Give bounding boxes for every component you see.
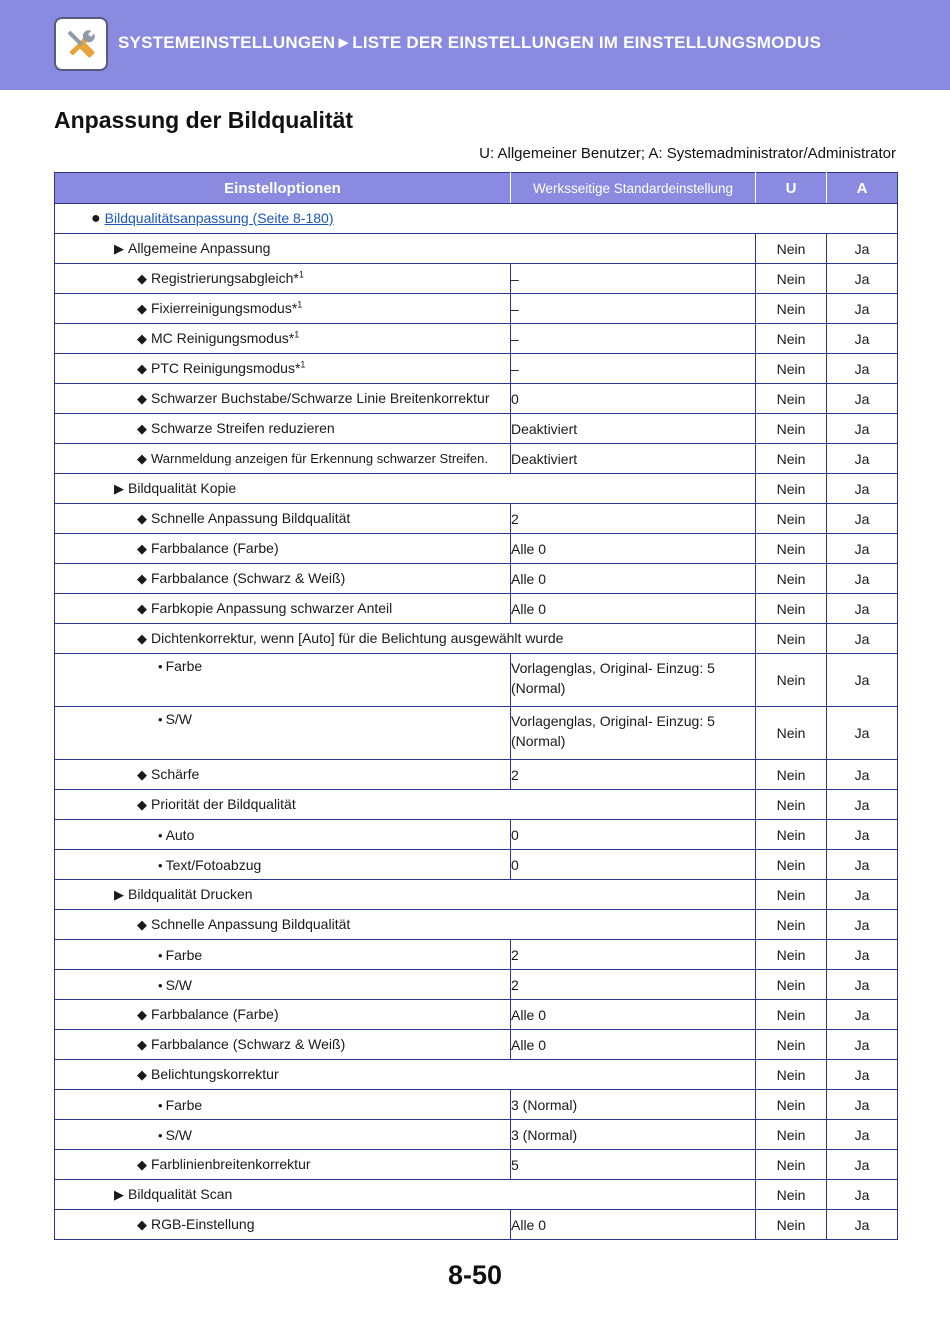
option-cell — [55, 910, 756, 940]
option-cell — [55, 1120, 511, 1150]
option-label-wrap — [55, 450, 510, 467]
table-row — [55, 534, 898, 564]
option-label-wrap — [55, 630, 755, 647]
default-value-cell: 2 — [511, 760, 756, 790]
option-label: Text/Fotoabzug — [165, 856, 262, 873]
user-access-cell: Nein — [756, 1090, 827, 1120]
option-label: S/W — [165, 976, 193, 993]
option-cell — [55, 1180, 756, 1210]
table-row — [55, 414, 898, 444]
option-label: Farbbalance (Farbe) — [151, 540, 279, 556]
default-value-cell: Alle 0 — [511, 1030, 756, 1060]
table-header-row — [55, 173, 898, 204]
option-label-wrap — [55, 600, 510, 617]
option-label-wrap — [55, 1127, 510, 1143]
settings-table-body — [55, 204, 898, 1240]
admin-access-cell: Ja — [827, 1030, 898, 1060]
admin-access-cell: Ja — [827, 1150, 898, 1180]
option-label: Warnmeldung anzeigen für Erkennung schwarzer Streifen. — [151, 451, 488, 466]
option-cell — [55, 1150, 511, 1180]
default-value-cell: 5 — [511, 1150, 756, 1180]
table-row — [55, 1090, 898, 1120]
table-row — [55, 384, 898, 414]
column-header-a: A — [827, 173, 898, 204]
option-cell — [55, 1210, 511, 1240]
user-access-cell: Nein — [756, 624, 827, 654]
option-cell — [55, 707, 511, 760]
option-label-wrap — [55, 360, 510, 377]
option-label-wrap — [55, 330, 510, 347]
option-cell — [55, 504, 511, 534]
default-value-cell: Alle 0 — [511, 564, 756, 594]
diamond-icon: ◆ — [137, 767, 147, 782]
option-cell — [55, 444, 511, 474]
dot-bullet-icon: • — [158, 712, 163, 727]
table-row — [55, 1060, 898, 1090]
option-label-wrap — [55, 1156, 510, 1173]
option-label-wrap — [55, 886, 755, 903]
settings-table — [54, 172, 898, 1240]
option-label-wrap — [55, 1186, 755, 1203]
column-header-u: U — [756, 173, 827, 204]
column-header-options: Einstelloptionen — [55, 173, 511, 204]
option-label: Schnelle Anpassung Bildqualität — [151, 510, 351, 526]
user-access-cell: Nein — [756, 444, 827, 474]
default-value-cell: 2 — [511, 970, 756, 1000]
user-access-cell: Nein — [756, 234, 827, 264]
admin-access-cell: Ja — [827, 594, 898, 624]
user-access-cell: Nein — [756, 264, 827, 294]
option-cell — [55, 234, 756, 264]
dot-bullet-icon: • — [158, 947, 163, 963]
option-label-wrap — [55, 570, 510, 587]
diamond-icon: ◆ — [137, 797, 147, 812]
diamond-icon: ◆ — [137, 361, 147, 376]
table-row — [55, 1210, 898, 1240]
dot-bullet-icon: • — [158, 857, 163, 873]
user-access-cell: Nein — [756, 880, 827, 910]
default-value-cell: – — [511, 294, 756, 324]
default-value-cell: Deaktiviert — [511, 444, 756, 474]
option-label: Registrierungsabgleich* — [151, 270, 299, 286]
diamond-icon: ◆ — [137, 1157, 147, 1172]
option-label-wrap — [55, 1097, 510, 1113]
option-label-wrap — [55, 420, 510, 437]
dot-bullet-icon: • — [158, 1097, 163, 1113]
diamond-icon: ◆ — [137, 421, 147, 436]
option-cell — [55, 1060, 756, 1090]
admin-access-cell: Ja — [827, 707, 898, 760]
option-cell — [55, 384, 511, 414]
table-row — [55, 564, 898, 594]
triangle-right-icon: ▶ — [114, 887, 124, 902]
option-label: RGB-Einstellung — [151, 1216, 255, 1232]
option-cell — [55, 564, 511, 594]
diamond-icon: ◆ — [137, 571, 147, 586]
option-label-wrap — [55, 210, 897, 228]
admin-access-cell: Ja — [827, 324, 898, 354]
option-cell — [55, 1090, 511, 1120]
role-legend: U: Allgemeiner Benutzer; A: Systemadministrator/Administrator — [479, 145, 896, 162]
page-title: Anpassung der Bildqualität — [54, 107, 354, 133]
option-label: Schwarze Streifen reduzieren — [151, 420, 335, 436]
option-cell — [55, 880, 756, 910]
option-label-wrap — [55, 1066, 755, 1083]
table-row — [55, 790, 898, 820]
option-label: Fixierreinigungsmodus* — [151, 300, 298, 316]
option-label: Priorität der Bildqualität — [151, 796, 296, 812]
option-label: Dichtenkorrektur, wenn [Auto] für die Belichtung ausgewählt wurde — [151, 630, 564, 646]
default-value-cell: Alle 0 — [511, 1210, 756, 1240]
admin-access-cell: Ja — [827, 1090, 898, 1120]
admin-access-cell: Ja — [827, 384, 898, 414]
default-value-cell: 0 — [511, 850, 756, 880]
option-cell — [55, 204, 898, 234]
option-label-wrap — [55, 857, 510, 873]
option-label: S/W — [165, 711, 193, 727]
option-label: Bildqualität Kopie — [128, 480, 237, 496]
option-cell — [55, 294, 511, 324]
option-cell — [55, 624, 756, 654]
option-label: Auto — [165, 826, 195, 843]
admin-access-cell: Ja — [827, 504, 898, 534]
user-access-cell: Nein — [756, 1150, 827, 1180]
admin-access-cell: Ja — [827, 564, 898, 594]
footnote-marker: 1 — [300, 359, 306, 370]
user-access-cell: Nein — [756, 474, 827, 504]
user-access-cell: Nein — [756, 1180, 827, 1210]
option-label: Farbbalance (Farbe) — [151, 1006, 279, 1022]
option-cell — [55, 324, 511, 354]
table-row — [55, 880, 898, 910]
table-row — [55, 234, 898, 264]
default-value-cell: 0 — [511, 820, 756, 850]
table-row — [55, 910, 898, 940]
option-cell — [55, 654, 511, 707]
option-cell — [55, 940, 511, 970]
option-label: Bildqualität Drucken — [128, 886, 253, 902]
admin-access-cell: Ja — [827, 820, 898, 850]
option-label: Allgemeine Anpassung — [128, 240, 271, 256]
diamond-icon: ◆ — [137, 511, 147, 526]
option-cell — [55, 790, 756, 820]
user-access-cell: Nein — [756, 790, 827, 820]
diamond-icon: ◆ — [137, 1037, 147, 1052]
option-cell — [55, 534, 511, 564]
default-value-cell: 2 — [511, 504, 756, 534]
admin-access-cell: Ja — [827, 1060, 898, 1090]
admin-access-cell: Ja — [827, 1210, 898, 1240]
option-label-wrap — [55, 977, 510, 993]
admin-access-cell: Ja — [827, 1120, 898, 1150]
option-cell — [55, 264, 511, 294]
option-label-wrap — [55, 916, 755, 933]
default-value-cell: Deaktiviert — [511, 414, 756, 444]
admin-access-cell: Ja — [827, 654, 898, 707]
option-label: Farbbalance (Schwarz & Weiß) — [151, 1036, 346, 1052]
table-row — [55, 504, 898, 534]
user-access-cell: Nein — [756, 910, 827, 940]
circle-bullet-icon: ● — [91, 209, 101, 227]
default-value-cell: Vorlagenglas, Original- Einzug: 5 (Normal) — [511, 654, 756, 707]
option-label-wrap — [55, 270, 510, 287]
table-row — [55, 707, 898, 760]
admin-access-cell: Ja — [827, 850, 898, 880]
table-row — [55, 820, 898, 850]
option-label-wrap — [55, 947, 510, 963]
option-label-wrap — [55, 827, 510, 843]
option-label: Belichtungskorrektur — [151, 1066, 279, 1082]
option-label-wrap — [55, 510, 510, 527]
admin-access-cell: Ja — [827, 294, 898, 324]
user-access-cell: Nein — [756, 1120, 827, 1150]
user-access-cell: Nein — [756, 1210, 827, 1240]
option-label: Farbkopie Anpassung schwarzer Anteil — [151, 600, 393, 616]
admin-access-cell: Ja — [827, 970, 898, 1000]
tools-icon — [54, 17, 108, 71]
user-access-cell: Nein — [756, 707, 827, 760]
triangle-right-icon: ▶ — [114, 481, 124, 496]
footnote-marker: 1 — [298, 269, 304, 280]
diamond-icon: ◆ — [137, 917, 147, 932]
footnote-marker: 1 — [294, 329, 300, 340]
option-label: Farbe — [165, 946, 203, 963]
option-label: Farbe — [165, 1096, 203, 1113]
option-label: MC Reinigungsmodus* — [151, 330, 295, 346]
default-value-cell: – — [511, 264, 756, 294]
page-number: 8-50 — [447, 1260, 503, 1290]
diamond-icon: ◆ — [137, 1217, 147, 1232]
option-cell — [55, 970, 511, 1000]
header-title: SYSTEMEINSTELLUNGEN►LISTE DER EINSTELLUNGEN IM EINSTELLUNGSMODUS — [118, 33, 822, 52]
option-cell — [55, 354, 511, 384]
user-access-cell: Nein — [756, 414, 827, 444]
table-row — [55, 354, 898, 384]
table-row — [55, 940, 898, 970]
table-row — [55, 1150, 898, 1180]
admin-access-cell: Ja — [827, 414, 898, 444]
footnote-marker: 1 — [297, 299, 303, 310]
admin-access-cell: Ja — [827, 474, 898, 504]
option-label-wrap — [55, 480, 755, 497]
page-header — [0, 0, 950, 90]
option-label: Farbbalance (Schwarz & Weiß) — [151, 570, 346, 586]
table-row — [55, 654, 898, 707]
admin-access-cell: Ja — [827, 444, 898, 474]
user-access-cell: Nein — [756, 1000, 827, 1030]
diamond-icon: ◆ — [137, 541, 147, 556]
admin-access-cell: Ja — [827, 264, 898, 294]
option-label-wrap — [55, 1006, 510, 1023]
option-label-wrap — [55, 390, 510, 407]
user-access-cell: Nein — [756, 564, 827, 594]
option-cell — [55, 1030, 511, 1060]
user-access-cell: Nein — [756, 654, 827, 707]
option-label: S/W — [165, 1126, 193, 1143]
dot-bullet-icon: • — [158, 659, 163, 674]
table-row — [55, 444, 898, 474]
table-row — [55, 850, 898, 880]
admin-access-cell: Ja — [827, 790, 898, 820]
default-value-cell: Alle 0 — [511, 1000, 756, 1030]
option-cell — [55, 474, 756, 504]
option-cell — [55, 1000, 511, 1030]
triangle-right-icon: ▶ — [114, 1187, 124, 1202]
option-label-wrap — [55, 1036, 510, 1053]
settings-link[interactable]: Bildqualitätsanpassung (Seite 8-180) — [104, 209, 334, 226]
table-row — [55, 324, 898, 354]
table-row — [55, 970, 898, 1000]
option-cell — [55, 594, 511, 624]
table-row — [55, 1120, 898, 1150]
admin-access-cell: Ja — [827, 940, 898, 970]
default-value-cell: Vorlagenglas, Original- Einzug: 5 (Normal) — [511, 707, 756, 760]
user-access-cell: Nein — [756, 354, 827, 384]
column-header-default: Werksseitige Standardeinstellung — [511, 173, 756, 204]
default-value-cell: 3 (Normal) — [511, 1120, 756, 1150]
table-row — [55, 1180, 898, 1210]
option-label: Farblinienbreitenkorrektur — [151, 1156, 311, 1172]
option-cell — [55, 760, 511, 790]
user-access-cell: Nein — [756, 594, 827, 624]
admin-access-cell: Ja — [827, 880, 898, 910]
table-row — [55, 294, 898, 324]
diamond-icon: ◆ — [137, 1067, 147, 1082]
admin-access-cell: Ja — [827, 910, 898, 940]
diamond-icon: ◆ — [137, 331, 147, 346]
default-value-cell: 3 (Normal) — [511, 1090, 756, 1120]
option-cell — [55, 414, 511, 444]
option-label-wrap — [55, 658, 510, 674]
default-value-cell: Alle 0 — [511, 534, 756, 564]
user-access-cell: Nein — [756, 760, 827, 790]
admin-access-cell: Ja — [827, 354, 898, 384]
diamond-icon: ◆ — [137, 391, 147, 406]
default-value-cell: – — [511, 354, 756, 384]
diamond-icon: ◆ — [137, 451, 147, 466]
option-label: Bildqualität Scan — [128, 1186, 233, 1202]
table-row — [55, 474, 898, 504]
table-row — [55, 1000, 898, 1030]
option-label-wrap — [55, 240, 755, 257]
option-label: Schnelle Anpassung Bildqualität — [151, 916, 351, 932]
user-access-cell: Nein — [756, 384, 827, 414]
option-label-wrap — [55, 540, 510, 557]
option-label-wrap — [55, 711, 510, 727]
diamond-icon: ◆ — [137, 631, 147, 646]
diamond-icon: ◆ — [137, 301, 147, 316]
user-access-cell: Nein — [756, 820, 827, 850]
admin-access-cell: Ja — [827, 234, 898, 264]
diamond-icon: ◆ — [137, 601, 147, 616]
default-value-cell: Alle 0 — [511, 594, 756, 624]
user-access-cell: Nein — [756, 294, 827, 324]
admin-access-cell: Ja — [827, 534, 898, 564]
user-access-cell: Nein — [756, 324, 827, 354]
option-label: Farbe — [165, 658, 203, 674]
dot-bullet-icon: • — [158, 827, 163, 843]
option-label-wrap — [55, 1216, 510, 1233]
table-row — [55, 594, 898, 624]
admin-access-cell: Ja — [827, 1180, 898, 1210]
user-access-cell: Nein — [756, 534, 827, 564]
admin-access-cell: Ja — [827, 760, 898, 790]
user-access-cell: Nein — [756, 1030, 827, 1060]
dot-bullet-icon: • — [158, 1127, 163, 1143]
diamond-icon: ◆ — [137, 1007, 147, 1022]
option-label: Schärfe — [151, 766, 200, 782]
option-label-wrap — [55, 766, 510, 783]
table-row — [55, 204, 898, 234]
table-row — [55, 1030, 898, 1060]
option-cell — [55, 850, 511, 880]
option-label: PTC Reinigungsmodus* — [151, 360, 301, 376]
option-label: Schwarzer Buchstabe/Schwarze Linie Breitenkorrektur — [151, 390, 490, 406]
user-access-cell: Nein — [756, 504, 827, 534]
default-value-cell: 0 — [511, 384, 756, 414]
user-access-cell: Nein — [756, 970, 827, 1000]
option-cell — [55, 820, 511, 850]
user-access-cell: Nein — [756, 940, 827, 970]
table-row — [55, 760, 898, 790]
table-row — [55, 624, 898, 654]
admin-access-cell: Ja — [827, 624, 898, 654]
dot-bullet-icon: • — [158, 977, 163, 993]
user-access-cell: Nein — [756, 850, 827, 880]
diamond-icon: ◆ — [137, 271, 147, 286]
option-label-wrap — [55, 300, 510, 317]
option-label-wrap — [55, 796, 755, 813]
admin-access-cell: Ja — [827, 1000, 898, 1030]
triangle-right-icon: ▶ — [114, 241, 124, 256]
table-row — [55, 264, 898, 294]
default-value-cell: – — [511, 324, 756, 354]
user-access-cell: Nein — [756, 1060, 827, 1090]
default-value-cell: 2 — [511, 940, 756, 970]
